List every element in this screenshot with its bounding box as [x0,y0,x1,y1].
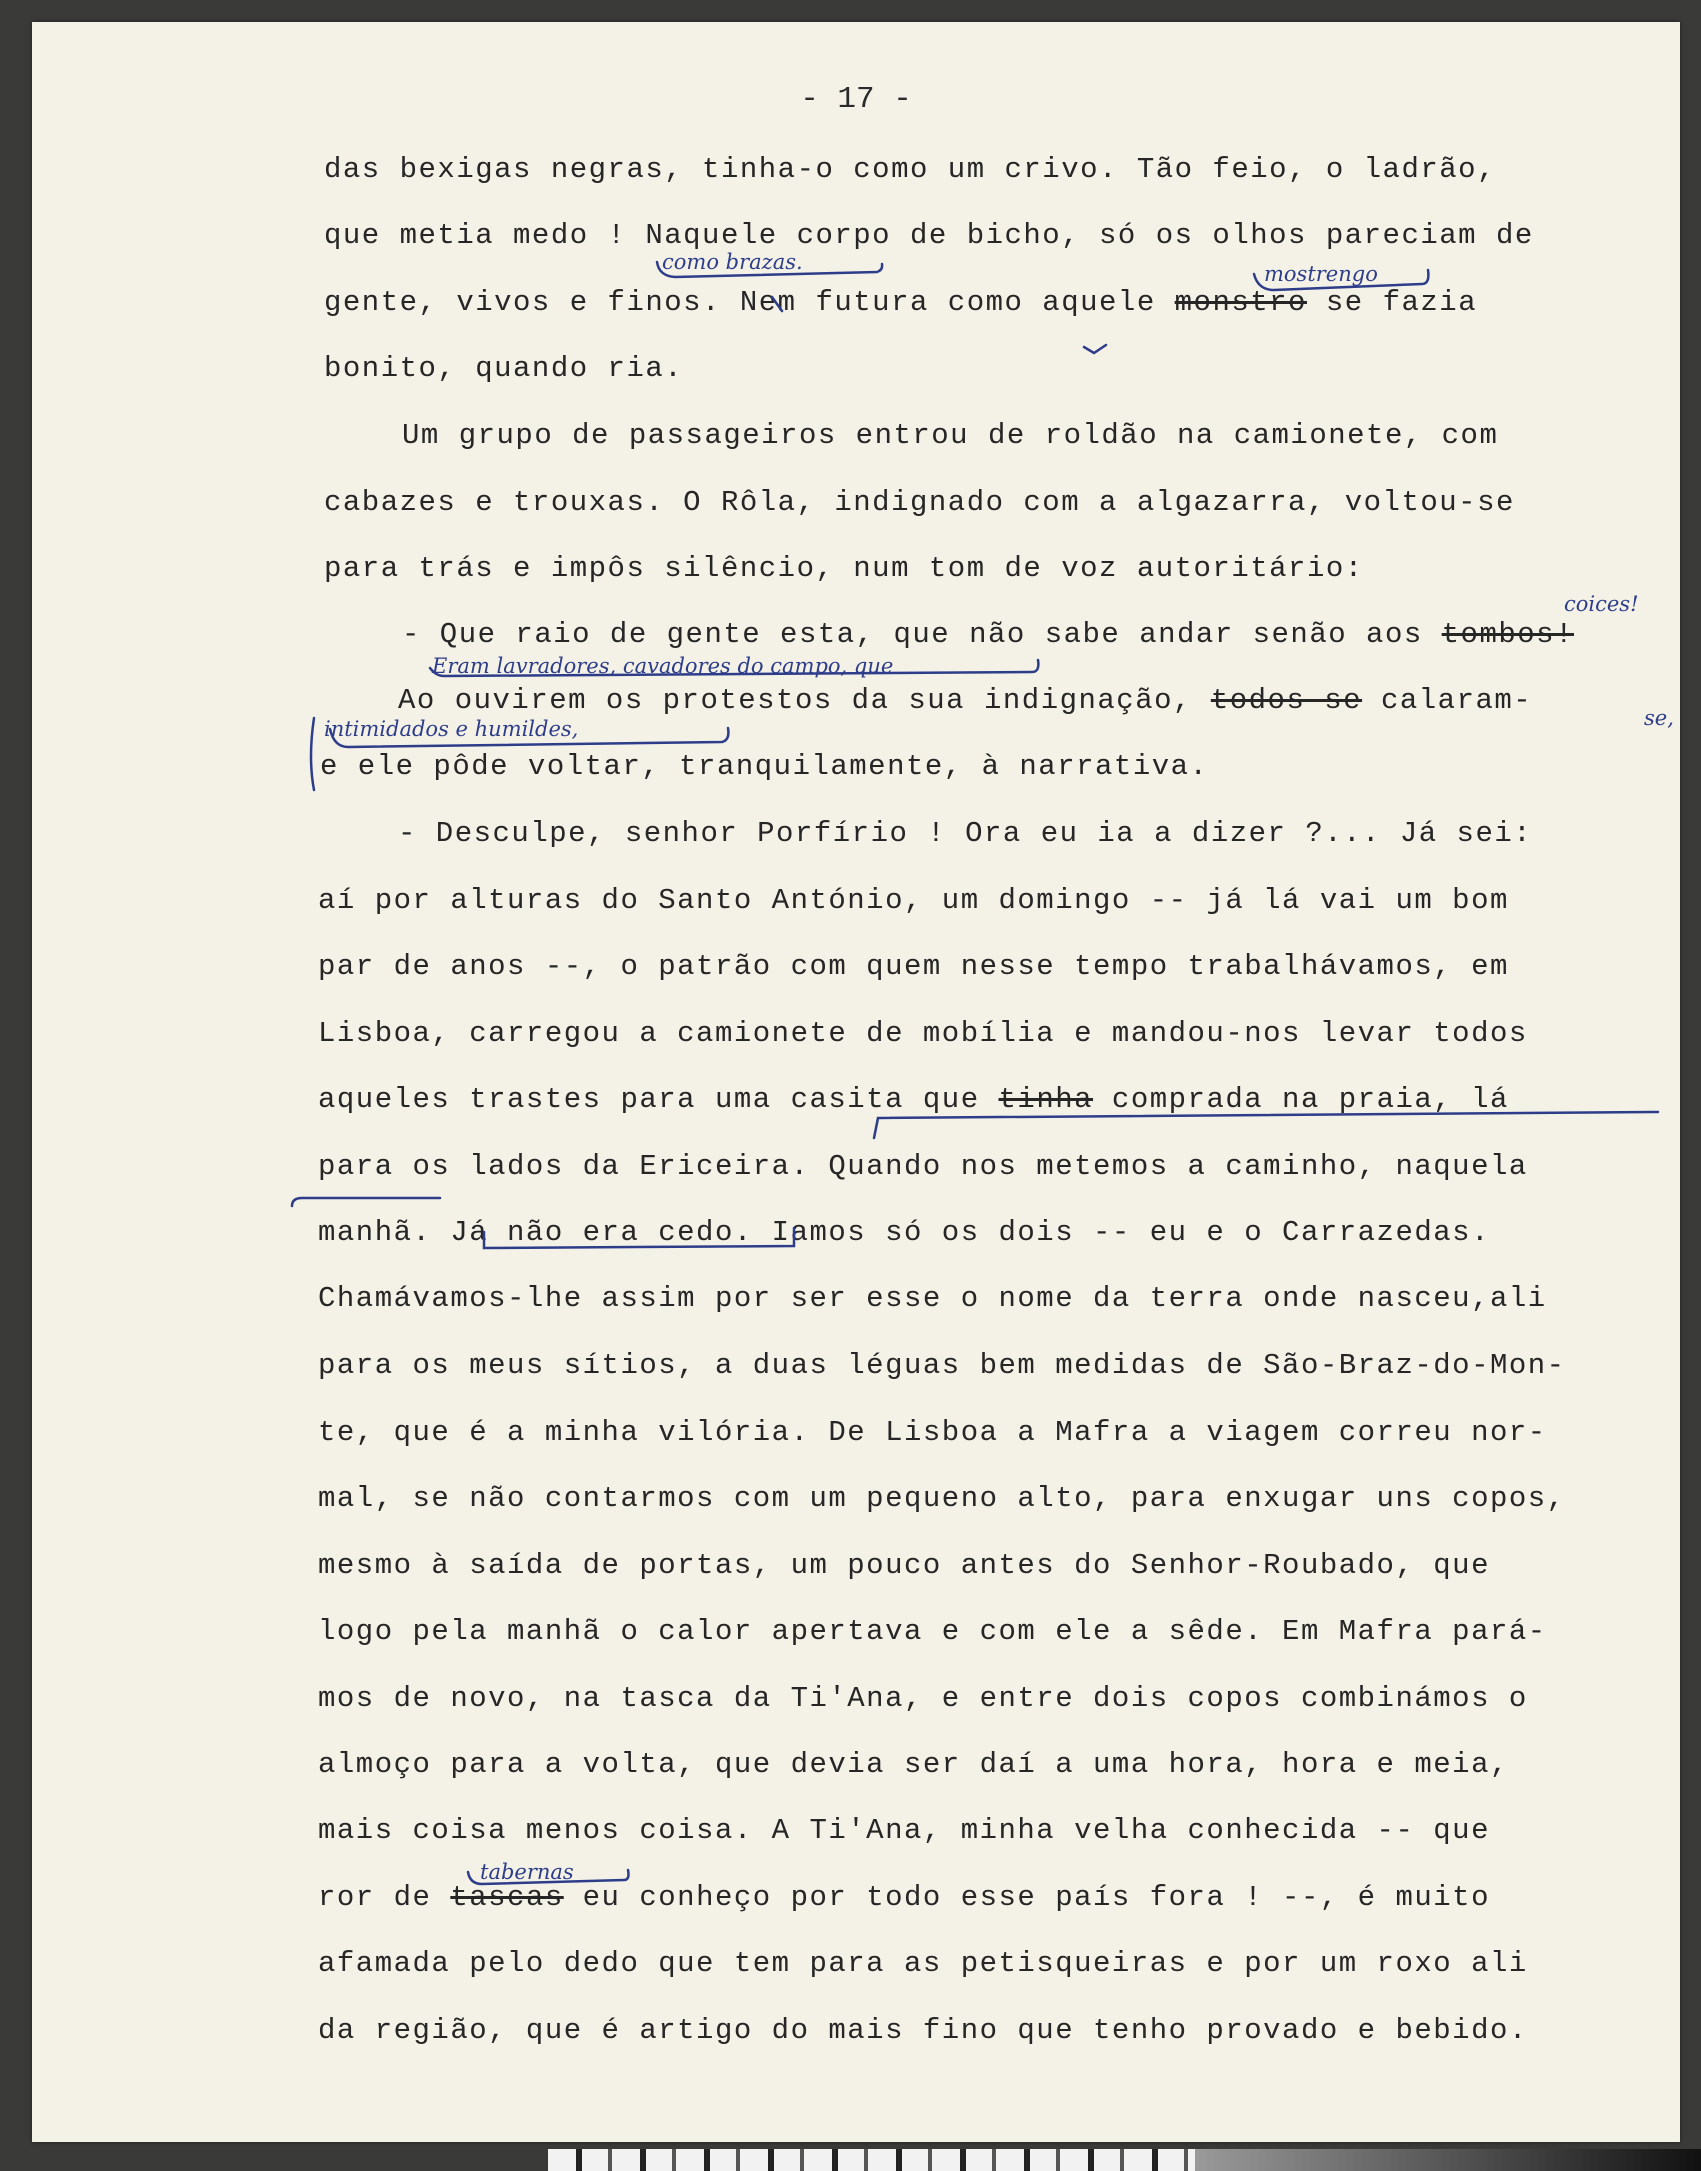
text-line [318,2014,1528,2047]
struck-word: monstro [1174,286,1307,319]
text-line [318,1748,1509,1781]
text-line [318,1017,1528,1050]
line-text: te, que é a minha vilória. De Lisboa a Mafra a viagem correu nor- [318,1416,1547,1449]
line-text: da região, que é artigo do mais fino que tenho provado e bebido. [318,2014,1528,2047]
annotation-intimidados: intimidados e humildes, [324,717,579,741]
line-text: mesmo à saída de portas, um pouco antes do Senhor-Roubado, que [318,1549,1490,1582]
line-tail: eu conheço por todo esse país fora ! --, é muito [563,1881,1490,1914]
line-text: logo pela manhã o calor apertava e com ele a sêde. Em Mafra pará- [318,1615,1547,1648]
text-line [324,153,1496,186]
line-text: afamada pelo dedo que tem para as petisqueiras e por um roxo ali [318,1947,1528,1980]
text-line [318,1349,1566,1382]
text-line [318,1216,1490,1249]
text-line [324,286,1477,319]
struck-word: tascas [450,1881,564,1914]
page-number: - 17 - [800,82,912,117]
struck-word: tinha [998,1083,1094,1116]
text-line [324,552,1364,585]
struck-word: tombos! [1441,618,1574,651]
line-text: que metia medo ! Naquele corpo de bicho, só os olhos pareciam de [324,219,1534,252]
line-text: Chamávamos-lhe assim por ser esse o nome da terra onde nasceu,ali [318,1282,1547,1315]
line-text: gente, vivos e finos. Nem futura como aquele [324,286,1175,319]
annotation-coices: coices! [1564,592,1639,616]
text-line [318,1083,1509,1116]
text-line [318,950,1509,983]
line-text: para trás e impôs silêncio, num tom de voz autoritário: [324,552,1364,585]
text-line [318,1814,1490,1847]
annotation-tabernas: tabernas [480,1860,574,1884]
text-line [398,684,1532,717]
text-line [318,1549,1490,1582]
line-text: mos de novo, na tasca da Ti'Ana, e entre dois copos combinámos o [318,1682,1528,1715]
annotation-se: se, [1644,706,1674,730]
annotation-mostrengo: mostrengo [1264,262,1378,286]
line-text: Lisboa, carregou a camionete de mobília e mandou-nos levar todos [318,1017,1528,1050]
text-line [318,1615,1547,1648]
annotation-como-brazas: como brazas. [662,250,803,274]
manuscript-page [32,22,1680,2142]
text-line [402,419,1498,452]
line-tail: se fazia [1306,286,1478,319]
text-line [318,1150,1528,1183]
line-text: para os lados da Ericeira. Quando nos metemos a caminho, naquela [318,1150,1528,1183]
text-line [324,486,1515,519]
line-text: cabazes e trouxas. O Rôla, indignado com a algazarra, voltou-se [324,486,1515,519]
line-text: ror de [318,1881,451,1914]
line-text: Ao ouvirem os protestos da sua indignação, [398,684,1211,717]
line-text: almoço para a volta, que devia ser daí a uma hora, hora e meia, [318,1748,1509,1781]
line-text: par de anos --, o patrão com quem nesse tempo trabalhávamos, em [318,950,1509,983]
line-text: bonito, quando ria. [324,352,684,385]
gray-scale-bar [1195,2149,1701,2171]
line-text: - Que raio de gente esta, que não sabe andar senão aos [402,618,1442,651]
text-line [402,618,1574,651]
text-line [398,817,1532,850]
line-text: para os meus sítios, a duas léguas bem medidas de São-Braz-do-Mon- [318,1349,1566,1382]
line-text: mais coisa menos coisa. A Ti'Ana, minha velha conhecida -- que [318,1814,1490,1847]
text-line [318,1482,1566,1515]
line-text: e ele pôde voltar, tranquilamente, à narrativa. [320,750,1209,783]
text-line [324,219,1534,252]
struck-word: todos se [1210,684,1363,717]
line-text: das bexigas negras, tinha-o como um crivo. Tão feio, o ladrão, [324,153,1496,186]
line-text: aqueles trastes para uma casita que [318,1083,999,1116]
annotation-eram-lavradores: Eram lavradores, cavadores do campo, que [432,654,894,678]
line-text: manhã. Já não era cedo. Iamos só os dois -- eu e o Carrazedas. [318,1216,1490,1249]
text-line [318,1947,1528,1980]
text-line [318,1881,1490,1914]
line-text: - Desculpe, senhor Porfírio ! Ora eu ia a dizer ?... Já sei: [398,817,1533,850]
line-text: Um grupo de passageiros entrou de roldão na camionete, com [402,419,1499,452]
text-line [320,750,1208,783]
text-line [318,1416,1547,1449]
line-tail: calaram- [1362,684,1533,717]
line-tail: comprada na praia, lá [1093,1083,1509,1116]
text-line [318,884,1509,917]
text-line [318,1682,1528,1715]
text-line [324,352,683,385]
line-text: aí por alturas do Santo António, um domingo -- já lá vai um bom [318,884,1509,917]
line-text: mal, se não contarmos com um pequeno alto, para enxugar uns copos, [318,1482,1566,1515]
text-line [318,1282,1547,1315]
